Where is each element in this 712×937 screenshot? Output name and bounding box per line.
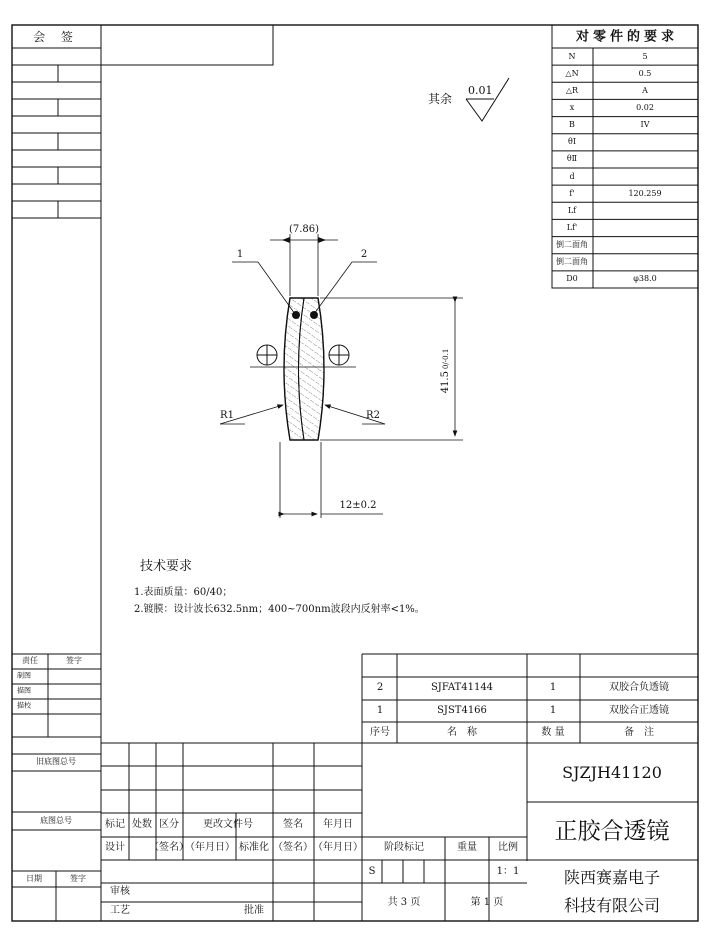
requirement-symbol: 倒二面角 <box>556 240 588 250</box>
requirement-symbol: D0 <box>566 274 578 284</box>
parts-row-no: 1 <box>376 705 384 716</box>
dimension-height <box>441 349 451 394</box>
parts-header-qty: 数 量 <box>541 727 565 738</box>
requirement-symbol: Lf' <box>566 223 578 232</box>
requirement-symbol: △N <box>565 68 579 78</box>
label-miaotu: 描图 <box>17 686 31 695</box>
leader-label-1: 1 <box>236 249 244 260</box>
parts-row-name: SJST4166 <box>437 705 487 716</box>
parts-row-name: SJFAT41144 <box>430 682 494 693</box>
label-fenqu: 区分 <box>159 819 179 830</box>
parts-row-qty: 1 <box>549 682 557 693</box>
requirement-symbol: θⅡ <box>566 154 578 164</box>
requirement-symbol: x <box>569 103 575 112</box>
total-pages: 共 3 页 <box>387 897 421 908</box>
requirement-symbol: Lf <box>567 205 577 215</box>
radius-label-r1: R1 <box>220 410 234 421</box>
roughness-value: 0.01 <box>468 84 493 97</box>
label-qianming-3: （签名） <box>273 842 313 853</box>
tech-title: 技术要求 <box>140 559 193 574</box>
parts-row-note: 双胶合正透镜 <box>609 705 669 716</box>
part-name: 正胶合透镜 <box>554 818 670 845</box>
requirement-value: 120.259 <box>628 188 662 198</box>
label-date: 日期 <box>26 874 42 883</box>
label-pizhun: 批准 <box>244 905 264 916</box>
requirement-symbol: △R <box>565 85 579 95</box>
label-qianming: 签名 <box>283 819 303 830</box>
company-line-1: 陕西赛嘉电子 <box>563 868 661 887</box>
label-nianyueri: 年月日 <box>323 819 353 830</box>
requirements-title: 对零件的要求 <box>575 29 679 45</box>
leader-label-2: 2 <box>360 249 368 260</box>
label-nianyueri-3: （年月日） <box>313 842 363 853</box>
requirement-value: A <box>642 85 648 95</box>
label-biaoji: 标记 <box>105 819 125 830</box>
tech-line-1: 1.表面质量：60/40； <box>134 587 233 598</box>
parts-header-no: 序号 <box>370 727 390 738</box>
parts-header-name: 名 称 <box>447 727 477 738</box>
label-weight: 重量 <box>457 842 477 853</box>
label-old-base-drawing-no: 旧底图总号 <box>36 757 76 766</box>
parts-row-note: 双胶合负透镜 <box>609 682 669 693</box>
requirement-value: φ38.0 <box>633 274 657 284</box>
dimension-height-value: 41.5 <box>440 371 451 394</box>
label-gongyi: 工艺 <box>110 905 130 916</box>
requirement-symbol: f' <box>569 188 575 198</box>
label-qianzi: 签字 <box>66 656 82 665</box>
stage-value: S <box>368 866 376 877</box>
label-zhitu: 制图 <box>17 671 31 680</box>
dimension-width: 12±0.2 <box>339 500 377 511</box>
company-line-2: 科技有限公司 <box>563 896 661 915</box>
label-biaozhunhua: 标准化 <box>239 842 269 853</box>
label-scale: 比例 <box>498 842 518 853</box>
parts-header-note: 备 注 <box>624 727 654 738</box>
label-signature: 签字 <box>70 874 86 883</box>
label-change-doc-no: 更改文件号 <box>203 819 253 830</box>
label-chushu: 处数 <box>132 819 152 830</box>
page-number: 第 1 页 <box>470 897 504 908</box>
requirement-symbol: 倒二面角 <box>556 257 588 267</box>
requirement-value: IV <box>640 120 650 130</box>
requirement-symbol: d <box>569 171 575 181</box>
label-miaojiao: 描校 <box>17 701 31 710</box>
label-stage-mark: 阶段标记 <box>384 842 424 853</box>
parts-row-no: 2 <box>376 682 384 693</box>
countersign-title: 会 签 <box>33 30 79 44</box>
requirement-symbol: B <box>569 120 575 130</box>
requirement-value: 0.02 <box>636 103 654 112</box>
requirement-symbol: θⅠ <box>568 137 576 147</box>
tech-line-2: 2.镀膜：设计波长632.5nm；400~700nm波段内反射率<1%。 <box>134 604 425 615</box>
label-qianming-2: （签名） <box>149 842 189 853</box>
radius-label-r2: R2 <box>366 410 380 421</box>
drawing-number: SJZJH41120 <box>562 763 662 782</box>
label-shenhe: 审核 <box>110 886 130 897</box>
label-sheji: 设计 <box>105 842 125 853</box>
requirement-symbol: N <box>568 51 576 61</box>
dimension-height-tolerance: 0/-0.1 <box>442 348 450 370</box>
label-base-drawing-no: 底图总号 <box>40 816 72 825</box>
scale-value: 1：1 <box>496 866 520 877</box>
roughness-label: 其余 <box>428 92 453 106</box>
dimension-top: (7.86) <box>288 224 320 235</box>
parts-row-qty: 1 <box>549 705 557 716</box>
label-zeren: 责任 <box>22 656 38 665</box>
label-nianyueri-2: （年月日） <box>185 842 235 853</box>
requirement-value: 0.5 <box>638 68 652 78</box>
requirement-value: 5 <box>642 51 648 61</box>
